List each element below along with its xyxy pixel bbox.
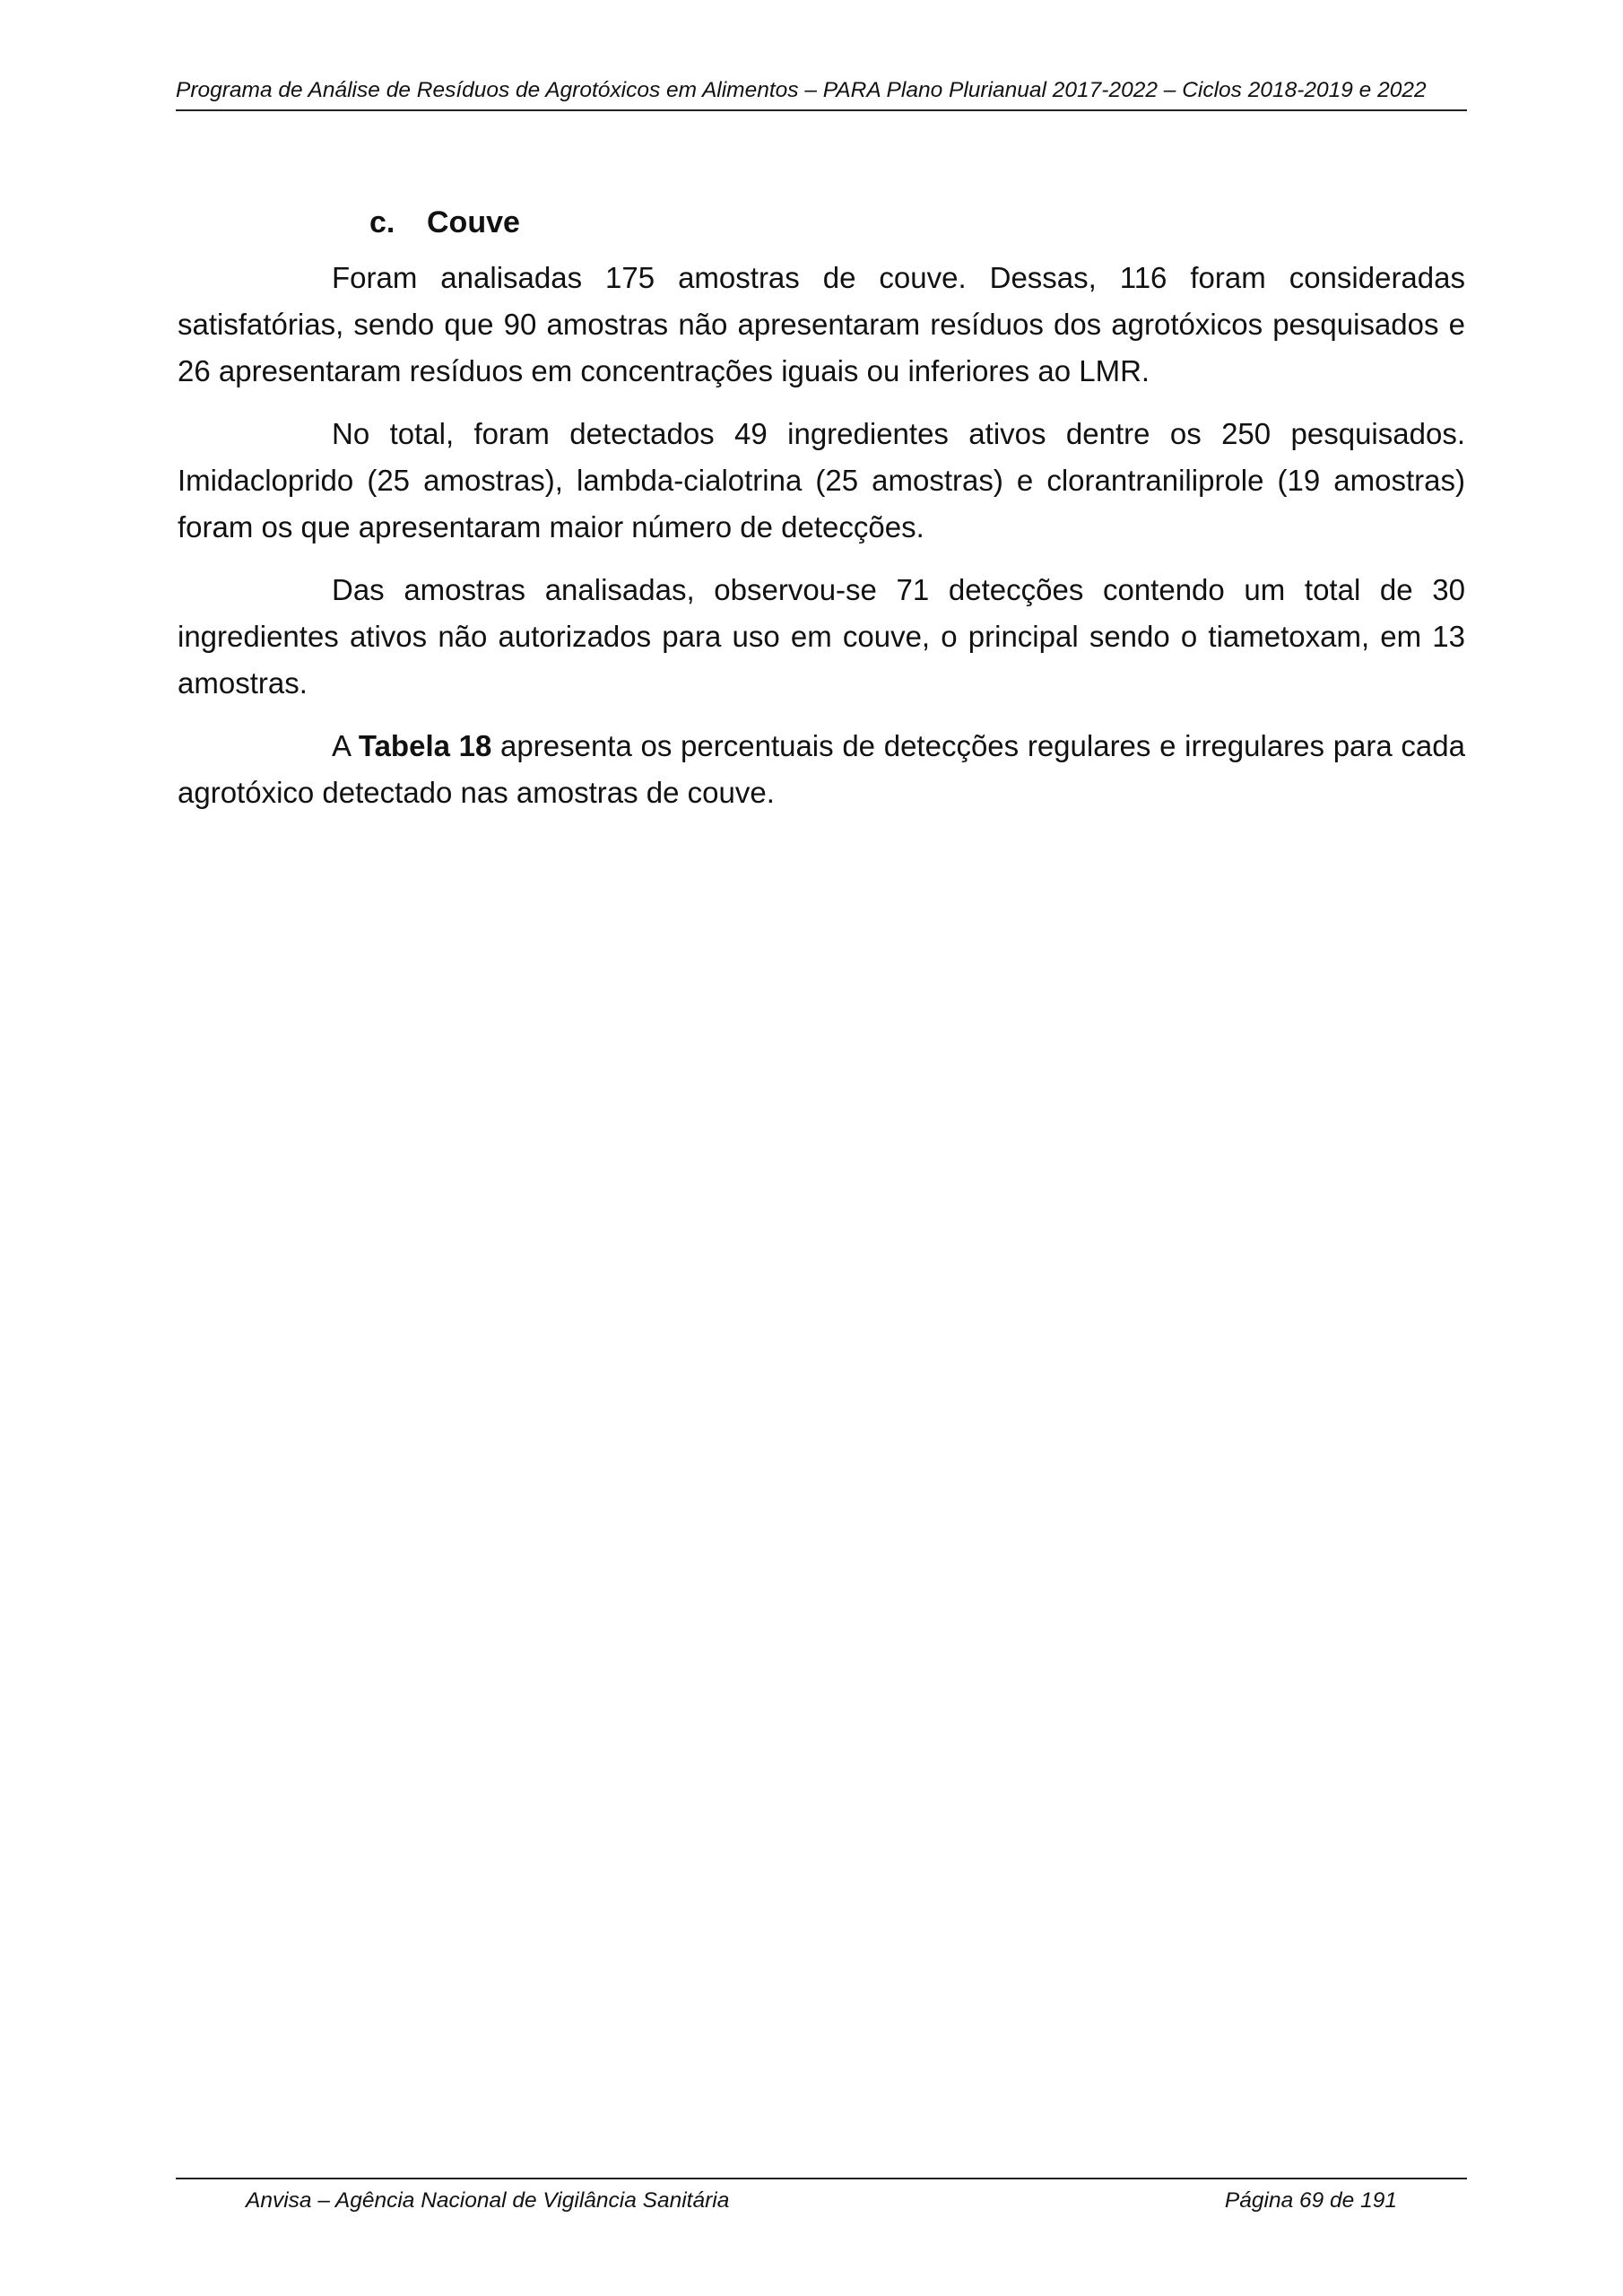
paragraph-samples: Foram analisadas 175 amostras de couve. Dessas, 116 foram consideradas satisfatórias, sendo que 90 amostras não apresentaram resíduos dos agrotóxicos pesquisados e 26 apresentaram resíduos em concentrações iguais ou inferiores ao LMR. [178, 261, 1465, 387]
paragraph-detected-ingredients: No total, foram detectados 49 ingredientes ativos dentre os 250 pesquisados. Imidacloprido (25 amostras), lambda-cialotrina (25 amostras) e clorantraniliprole (19 amostras) foram os que apresentaram maior número de detecções. [178, 417, 1465, 544]
page-header [176, 77, 1467, 111]
table-ref: Tabela 18 [358, 729, 492, 762]
table-ref-prefix: A [332, 729, 359, 762]
section-heading [178, 199, 1465, 246]
page-number: Página 69 de 191 [1224, 2188, 1397, 2213]
section-title: Couve [427, 205, 520, 239]
section-couve [178, 199, 1465, 832]
paragraph-unauthorized: Das amostras analisadas, observou-se 71 detecções contendo um total de 30 ingredientes ativos não autorizados para uso em couve, o principal sendo o tiametoxam, em 13 amostras. [178, 573, 1465, 700]
section-marker: c. [369, 205, 395, 239]
footer-agency: Anvisa – Agência Nacional de Vigilância Sanitária [246, 2188, 730, 2213]
page-footer [176, 2178, 1467, 2222]
paragraph-table-reference [178, 723, 1465, 816]
table-ref-suffix: apresenta os percentuais de detecções regulares e irregulares para cada agrotóxico detectado nas amostras de couve. [178, 729, 1465, 809]
running-title: Programa de Análise de Resíduos de Agrotóxicos em Alimentos – PARA Plano Plurianual 2017-2022 – Ciclos 2018-2019 e 2022 [176, 78, 1427, 102]
